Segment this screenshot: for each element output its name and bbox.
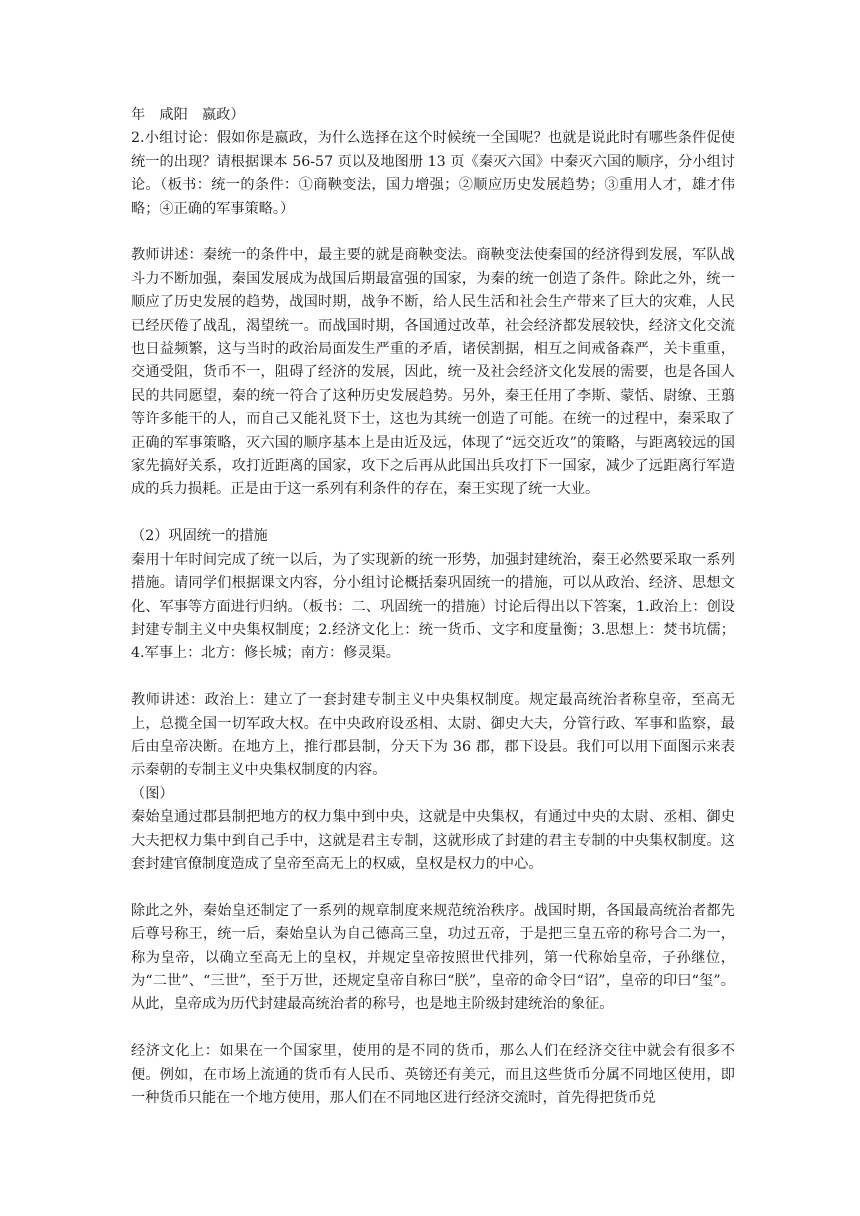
paragraph-teacher-political-system: 教师讲述：政治上：建立了一套封建专制主义中央集权制度。规定最高统治者称皇帝，至高无上，总揽全国一切军政大权。在中央政府设丞相、太尉、御史大夫，分管行政、军事和监察，最后由皇帝决断。在地方上，推行郡县制，分天下为 36 郡，郡下设县。我们可以用下面图示来表示秦朝的专制主义中央集权制度的内容。 [131,692,735,779]
paragraph-economy-currency: 经济文化上：如果在一个国家里，使用的是不同的货币，那么人们在经济交往中就会有很多不便。例如，在市场上流通的货币有人民币、英镑还有美元，而且这些货币分属不同地区使用，即一种货币只能在一个地方使用，那人们在不同地区进行经济交流时，首先得把货币兑 [131,1043,735,1106]
paragraph-teacher-unification-conditions: 教师讲述：秦统一的条件中，最主要的就是商鞅变法。商鞅变法使秦国的经济得到发展，军队战斗力不断加强，秦国发展成为战国后期最富强的国家，为秦的统一创造了条件。除此之外，统一顺应了历史发展的趋势，战国时期，战争不断，给人民生活和社会生产带来了巨大的灾难，人民已经厌倦了战乱，渴望统一。而战国时期，各国通过改革，社会经济都发展较快，经济文化交流也日益频繁，这与当时的政治局面发生严重的矛盾，诸侯割据，相互之间戒备森严，关卡重重，交通受阻，货币不一，阻碍了经济的发展，因此，统一及社会经济文化发展的需要，也是各国人民的共同愿望，秦的统一符合了这种历史发展趋势。另外，秦王任用了李斯、蒙恬、尉缭、王翦等许多能干的人，而自己又能礼贤下士，这也为其统一创造了可能。在统一的过程中，秦采取了正确的军事策略，灭六国的顺序基本上是由近及远，体现了“远交近攻”的策略，与距离较远的国家先搞好关系，攻打近距离的国家，攻下之后再从此国出兵攻打下一国家，减少了远距离行军造成的兵力损耗。正是由于这一系列有利条件的存在，秦王实现了统一大业。 [131,247,735,498]
paragraph-consolidation-measures: 秦用十年时间完成了统一以后，为了实现新的统一形势，加强封建统治，秦王必然要采取一系列措施。请同学们根据课文内容，分小组讨论概括秦巩固统一的措施，可以从政治、经济、思想文化、军事等方面进行归纳。（板书：二、巩固统一的措施）讨论后得出以下答案，1.政治上：创设封建专制主义中央集权制度；2.经济文化上：统一货币、文字和度量衡；3.思想上：焚书坑儒；4.军事上：北方：修长城；南方：修灵渠。 [131,551,735,662]
paragraph-gap [131,221,735,244]
paragraph-gap [131,1017,735,1040]
paragraph-centralization: 秦始皇通过郡县制把地方的权力集中到中央，这就是中央集权，有通过中央的太尉、丞相、御史大夫把权力集中到自己手中，这就是君主专制，这就形成了封建的君主专制的中央集权制度。这套封建官僚制度造成了皇帝至高无上的权威，皇权是权力的中心。 [131,809,735,872]
text-line-year-place: 年 咸阳 嬴政） [131,107,245,123]
paragraph-emperor-title: 除此之外，秦始皇还制定了一系列的规章制度来规范统治秩序。战国时期，各国最高统治者都先后尊号称王，统一后，秦始皇认为自己德高三皇，功过五帝，于是把三皇五帝的称号合二为一，称为皇帝，以确立至高无上的皇权，并规定皇帝按照世代排列，第一代称始皇帝，子孙继位，为“二世”、“三世”，至于万世，还规定皇帝自称曰“朕”，皇帝的命令曰“诏”，皇帝的印曰“玺”。从此，皇帝成为历代封建最高统治者的称号，也是地主阶级封建统治的象征。 [131,902,735,1013]
figure-placeholder: （图） [131,785,174,802]
section-heading-consolidation: （2）巩固统一的措施 [131,528,268,545]
document-page [131,104,735,1110]
paragraph-gap [131,666,735,689]
paragraph-gap [131,502,735,525]
paragraph-group-discussion: 2.小组讨论：假如你是嬴政，为什么选择在这个时候统一全国呢？也就是说此时有哪些条件促使统一的出现？请根据课本 56-57 页以及地图册 13 页《秦灭六国》中秦灭六国的顺序，分小组讨论。（板书：统一的条件：①商鞅变法，国力增强；②顺应历史发展趋势；③重用人才，雄才伟略；④正确的军事策略。） [131,130,735,217]
paragraph-gap [131,876,735,899]
